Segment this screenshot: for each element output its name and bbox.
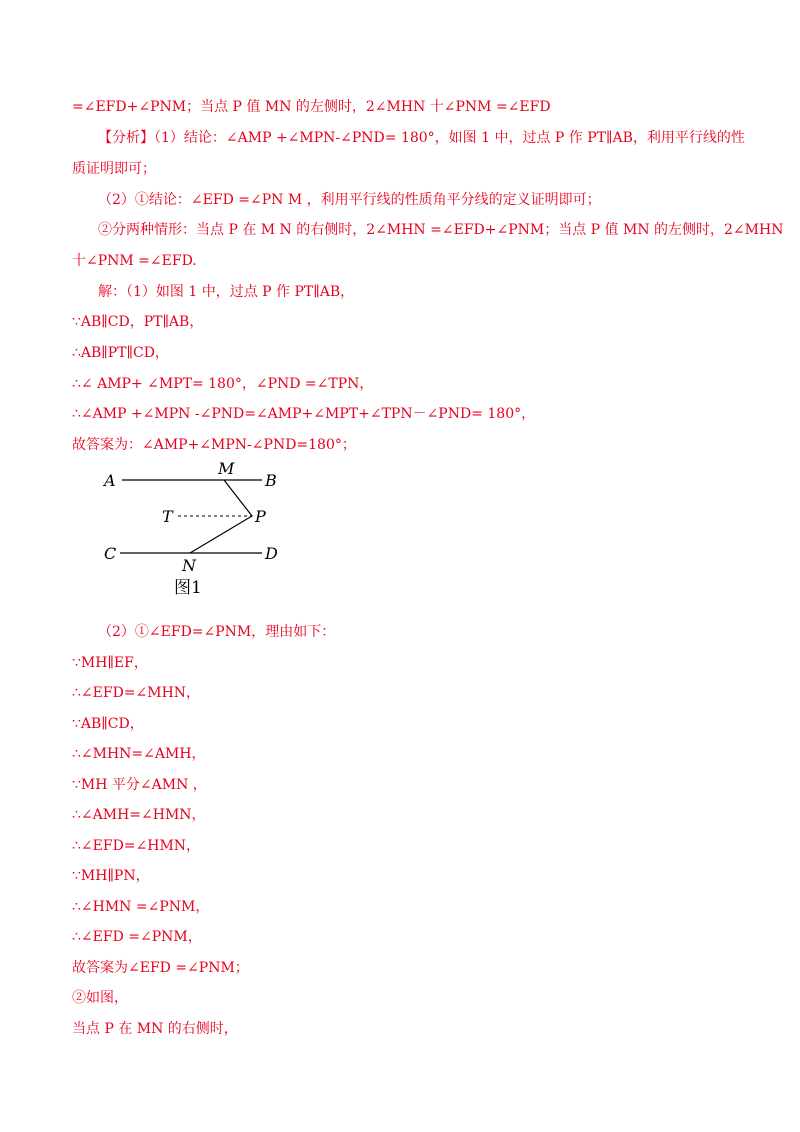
label-b: B (265, 471, 277, 490)
line-18: ∵MH 平分∠AMN ， (72, 777, 207, 793)
label-d: D (265, 544, 278, 563)
line-14: ∵MH∥EF， (72, 655, 148, 671)
line-20: ∴∠EFD=∠HMN， (72, 838, 201, 854)
label-a: A (104, 471, 116, 490)
line-4: （2）①结论：∠EFD =∠PN M ，利用平行线的性质角平分线的定义证明即可； (98, 192, 601, 208)
line-25: ②如图， (72, 990, 128, 1006)
line-11: ∴∠AMP +∠MPN -∠PND=∠AMP+∠MPT+∠TPN－∠PND= 180°， (72, 406, 536, 422)
figure-caption: 图1 (174, 578, 202, 598)
line-15: ∴∠EFD=∠MHN， (72, 685, 201, 701)
line-2: 【分析】（1）结论：∠AMP +∠MPN-∠PND= 180°，如图 1 中，过点 P 作 PT∥AB，利用平行线的性 (98, 130, 745, 146)
line-13: （2）①∠EFD=∠PNM，理由如下： (98, 624, 336, 640)
line-26: 当点 P 在 MN 的右侧时， (72, 1021, 238, 1037)
line-6: 十∠PNM =∠EFD. (72, 253, 197, 269)
line-7: 解：（1）如图 1 中，过点 P 作 PT∥AB， (98, 284, 355, 300)
line-21: ∵MH∥PN， (72, 868, 150, 884)
line-1: =∠EFD+∠PNM；当点 P 值 MN 的左侧时，2∠MHN 十∠PNM =∠EFD (72, 99, 551, 115)
line-17: ∴∠MHN=∠AMH， (72, 746, 206, 762)
line-24: 故答案为∠EFD =∠PNM； (72, 960, 249, 976)
line-8: ∵AB∥CD，PT∥AB， (72, 314, 204, 330)
line-5: ②分两种情形：当点 P 在 M N 的右侧时，2∠MHN =∠EFD+∠PNM；当点 P 值 MN 的左侧时，2∠MHN (98, 222, 784, 238)
label-t: T (162, 507, 173, 526)
line-12: 故答案为：∠AMP+∠MPN-∠PND=180°； (72, 437, 356, 453)
line-10: ∴∠ AMP+ ∠MPT= 180°，∠PND =∠TPN， (72, 376, 374, 392)
line-22: ∴∠HMN =∠PNM， (72, 899, 210, 915)
label-m: M (218, 459, 235, 478)
line-9: ∴AB∥PT∥CD， (72, 345, 169, 361)
line-16: ∵AB∥CD， (72, 716, 144, 732)
line-23: ∴∠EFD =∠PNM， (72, 929, 202, 945)
label-n: N (182, 556, 196, 575)
label-p: P (255, 507, 266, 526)
line-19: ∴∠AMH=∠HMN， (72, 807, 206, 823)
geometry-figure (90, 455, 310, 605)
line-3: 质证明即可； (72, 161, 156, 177)
label-c: C (104, 544, 117, 563)
